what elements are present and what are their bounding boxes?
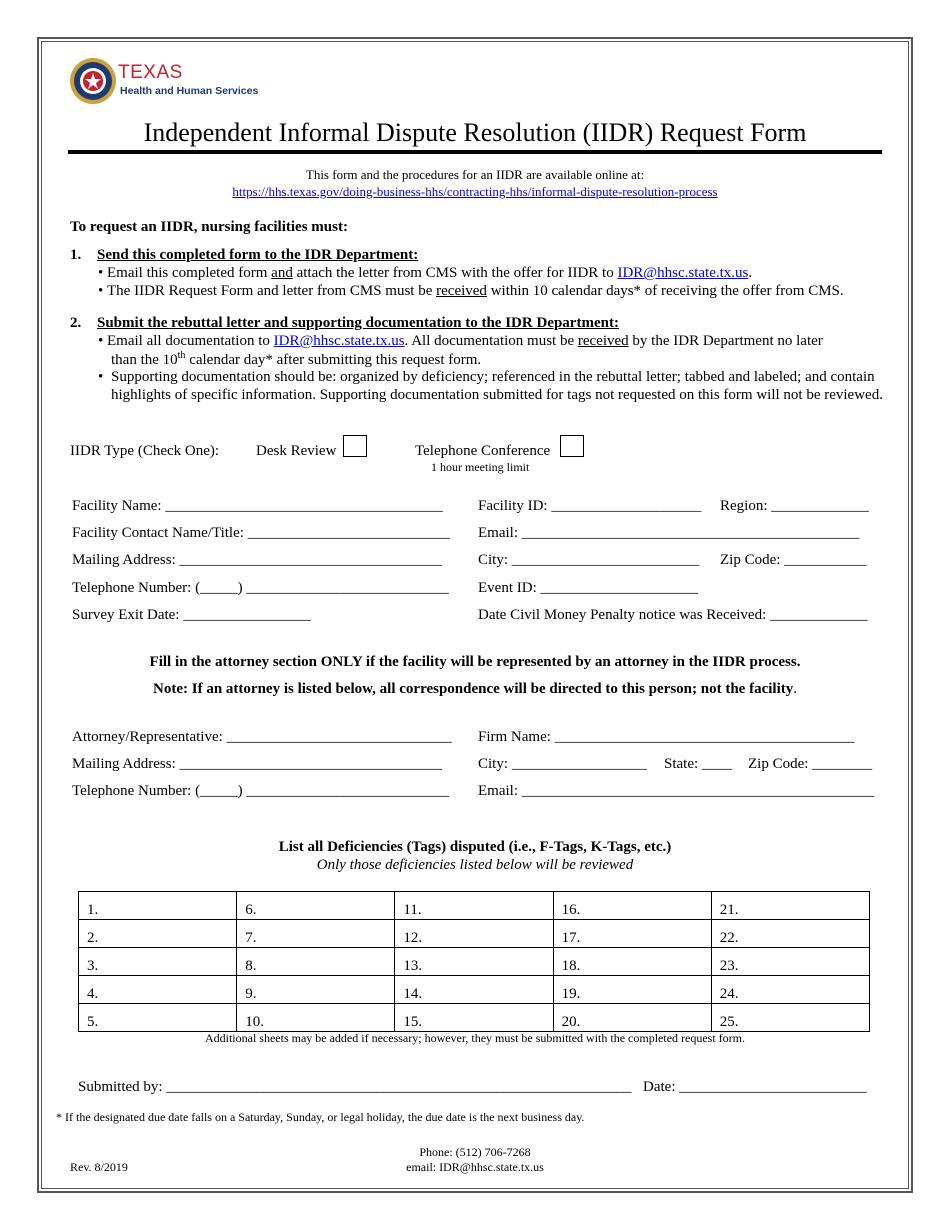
table-row xyxy=(79,976,870,1004)
idr-email-link-2[interactable]: IDR@hhsc.state.tx.us xyxy=(273,333,405,349)
deficiency-tag-cell[interactable]: 25. xyxy=(711,1004,869,1032)
deficiency-tag-cell[interactable]: 12. xyxy=(395,920,553,948)
step1-bullet-1: • Email this completed form and attach the letter from CMS with the offer for IIDR to IDR@hhsc.state.tx.us. xyxy=(98,265,753,281)
facility-zip-field[interactable]: Zip Code: ___________ xyxy=(720,552,867,568)
table-row xyxy=(79,1004,870,1032)
intro-text: This form and the procedures for an IIDR are available online at: xyxy=(305,167,645,182)
deficiencies-note: Additional sheets may be added if necessary; however, they must be submitted with the completed request form. xyxy=(204,1031,746,1045)
deficiency-tag-cell[interactable]: 2. xyxy=(79,920,237,948)
telephone-conference-label: Telephone Conference xyxy=(415,443,551,459)
deficiencies-table xyxy=(78,891,870,1032)
facility-name-field[interactable]: Facility Name: _____________________________________ xyxy=(72,498,443,514)
revision-date: Rev. 8/2019 xyxy=(70,1160,128,1174)
telephone-conference-note: 1 hour meeting limit xyxy=(431,460,530,474)
step1-heading: Send this completed form to the IDR Department: xyxy=(97,247,419,263)
table-row xyxy=(79,948,870,976)
deficiency-tag-cell[interactable]: 1. xyxy=(79,892,237,920)
deficiency-tag-cell[interactable]: 3. xyxy=(79,948,237,976)
contact-phone: Phone: (512) 706-7268 xyxy=(419,1145,531,1159)
contact-email: email: IDR@hhsc.state.tx.us xyxy=(406,1160,544,1174)
attorney-city-field[interactable]: City: __________________ xyxy=(478,756,647,772)
facility-email-field[interactable]: Email: _____________________________________________ xyxy=(478,525,860,541)
deficiency-tag-cell[interactable]: 24. xyxy=(711,976,869,1004)
deficiency-tag-cell[interactable]: 14. xyxy=(395,976,553,1004)
deficiency-tag-cell[interactable]: 18. xyxy=(553,948,711,976)
deficiencies-subheading: Only those deficiencies listed below will be reviewed xyxy=(316,857,634,873)
table-row xyxy=(79,892,870,920)
deficiency-tag-cell[interactable]: 22. xyxy=(711,920,869,948)
deficiency-tag-cell[interactable]: 20. xyxy=(553,1004,711,1032)
step2-bullet-1-cont: than the 10th calendar day* after submitting this request form. xyxy=(111,350,482,368)
iidr-type-label: IIDR Type (Check One): xyxy=(70,443,220,459)
submitted-by-field[interactable]: Submitted by: ______________________________________________________________ xyxy=(78,1079,632,1095)
deficiency-tag-cell[interactable]: 9. xyxy=(237,976,395,1004)
step2-bullet-2-dot: • xyxy=(98,369,104,385)
logo-texas-text: TEXAS xyxy=(118,62,183,83)
facility-mailing-field[interactable]: Mailing Address: ___________________________________ xyxy=(72,552,442,568)
attorney-state-field[interactable]: State: ____ xyxy=(664,756,732,772)
step1-number: 1. xyxy=(70,247,82,263)
facility-contact-field[interactable]: Facility Contact Name/Title: ___________________________ xyxy=(72,525,451,541)
step1-bullet-2: • The IIDR Request Form and letter from CMS must be received within 10 calendar days* of receiving the offer from CMS. xyxy=(98,283,844,299)
attorney-notice-1: Fill in the attorney section ONLY if the facility will be represented by an attorney in the IIDR process. xyxy=(149,654,801,670)
page-title: Independent Informal Dispute Resolution (IIDR) Request Form xyxy=(143,118,807,147)
step2-bullet-1: • Email all documentation to IDR@hhsc.state.tx.us. All documentation must be received by the IDR Department no later xyxy=(98,333,823,349)
deficiency-tag-cell[interactable]: 13. xyxy=(395,948,553,976)
deficiency-tag-cell[interactable]: 23. xyxy=(711,948,869,976)
deficiency-tag-cell[interactable]: 17. xyxy=(553,920,711,948)
deficiency-tag-cell[interactable]: 8. xyxy=(237,948,395,976)
submitted-date-field[interactable]: Date: _________________________ xyxy=(643,1079,867,1095)
deficiency-tag-cell[interactable]: 16. xyxy=(553,892,711,920)
deficiency-tag-cell[interactable]: 15. xyxy=(395,1004,553,1032)
step2-number: 2. xyxy=(70,315,82,331)
deficiency-tag-cell[interactable]: 7. xyxy=(237,920,395,948)
deficiency-tag-cell[interactable]: 10. xyxy=(237,1004,395,1032)
deficiency-tag-cell[interactable]: 5. xyxy=(79,1004,237,1032)
instructions-lead: To request an IIDR, nursing facilities must: xyxy=(70,219,348,235)
survey-exit-date-field[interactable]: Survey Exit Date: _________________ xyxy=(72,607,311,623)
step2-heading: Submit the rebuttal letter and supporting documentation to the IDR Department: xyxy=(97,315,619,331)
logo-agency-text: Health and Human Services xyxy=(120,85,259,97)
telephone-conference-checkbox[interactable] xyxy=(560,435,584,457)
idr-email-link-1[interactable]: IDR@hhsc.state.tx.us xyxy=(617,265,749,281)
attorney-mailing-field[interactable]: Mailing Address: ___________________________________ xyxy=(72,756,442,772)
deficiency-tag-cell[interactable]: 21. xyxy=(711,892,869,920)
deficiency-tag-cell[interactable]: 19. xyxy=(553,976,711,1004)
desk-review-checkbox[interactable] xyxy=(343,435,367,457)
due-date-footnote: * If the designated due date falls on a Saturday, Sunday, or legal holiday, the due date is the next business day. xyxy=(56,1110,585,1124)
attorney-notice-2: Note: If an attorney is listed below, all correspondence will be directed to this person; not the facility. xyxy=(153,681,797,697)
event-id-field[interactable]: Event ID: _____________________ xyxy=(478,580,698,596)
region-field[interactable]: Region: _____________ xyxy=(720,498,869,514)
attorney-phone-field[interactable]: Telephone Number: (_____) ___________________________ xyxy=(72,783,449,799)
attorney-rep-field[interactable]: Attorney/Representative: ______________________________ xyxy=(72,729,452,745)
title-divider xyxy=(68,150,882,154)
desk-review-label: Desk Review xyxy=(256,443,337,459)
attorney-email-field[interactable]: Email: _______________________________________________ xyxy=(478,783,875,799)
step2-bullet-2: Supporting documentation should be: organized by deficiency; referenced in the rebuttal letter; tabbed and labeled; and contain highlights of specific information. Supporting documentation submitted for tags not requested on this form will not be reviewed. xyxy=(111,369,883,403)
texas-seal-icon xyxy=(68,56,118,106)
deficiencies-heading: List all Deficiencies (Tags) disputed (i.e., F-Tags, K-Tags, etc.) xyxy=(278,839,672,855)
texas-hhs-logo xyxy=(68,56,259,106)
facility-phone-field[interactable]: Telephone Number: (_____) ___________________________ xyxy=(72,580,449,596)
deficiency-tag-cell[interactable]: 11. xyxy=(395,892,553,920)
cmp-date-field[interactable]: Date Civil Money Penalty notice was Received: _____________ xyxy=(478,607,868,623)
deficiency-tag-cell[interactable]: 6. xyxy=(237,892,395,920)
attorney-zip-field[interactable]: Zip Code: ________ xyxy=(748,756,873,772)
procedures-link[interactable]: https://hhs.texas.gov/doing-business-hhs/contracting-hhs/informal-dispute-resolution-process xyxy=(232,184,718,199)
deficiency-tag-cell[interactable]: 4. xyxy=(79,976,237,1004)
facility-id-field[interactable]: Facility ID: ____________________ xyxy=(478,498,702,514)
facility-city-field[interactable]: City: _________________________ xyxy=(478,552,700,568)
firm-name-field[interactable]: Firm Name: ________________________________________ xyxy=(478,729,855,745)
table-row xyxy=(79,920,870,948)
